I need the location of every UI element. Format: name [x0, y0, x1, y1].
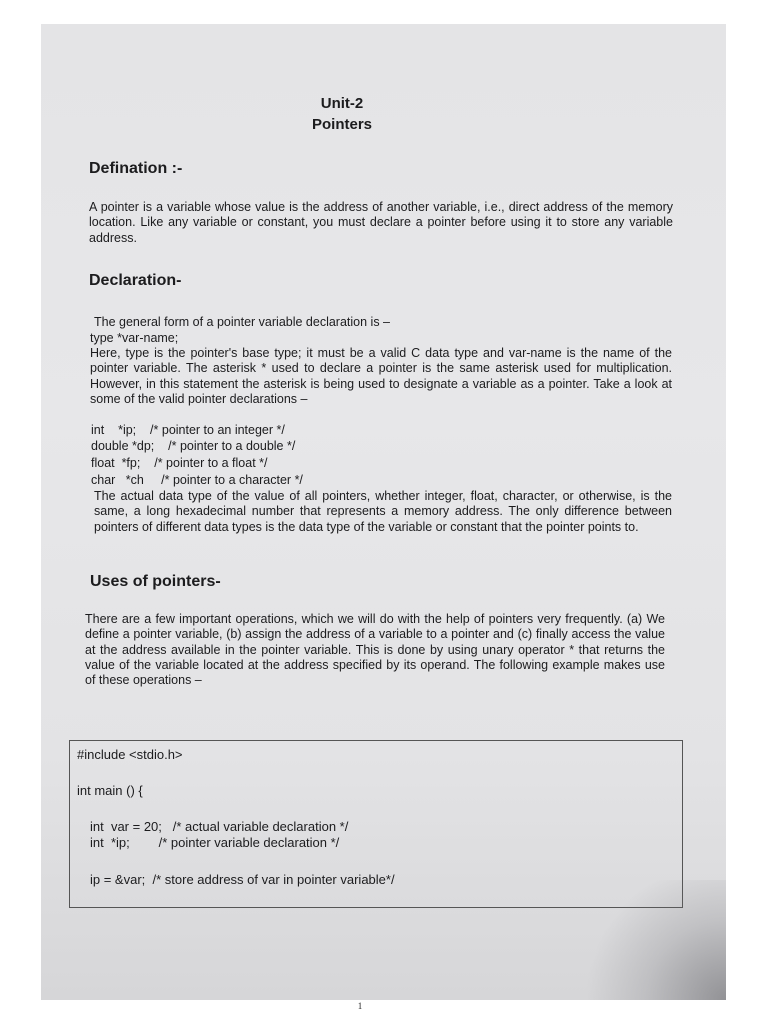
example-double: double *dp; /* pointer to a double */ [91, 439, 296, 453]
declaration-syntax: type *var-name; [90, 331, 179, 345]
declaration-intro: The general form of a pointer variable declaration is – [94, 315, 390, 329]
definition-text: A pointer is a variable whose value is the address of another variable, i.e., direct address of the memory location. Like any variable or constant, you must declare a pointer before using it to store any variable address. [89, 200, 673, 245]
page-title: Pointers [311, 116, 372, 133]
uses-heading: Uses of pointers- [90, 573, 221, 590]
example-float: float *fp; /* pointer to a float */ [91, 456, 268, 470]
document-photo [41, 24, 726, 1000]
example-int: int *ip; /* pointer to an integer */ [91, 423, 285, 437]
code-pointer-declaration: int *ip; /* pointer variable declaration */ [90, 835, 340, 850]
code-assignment: ip = &var; /* store address of var in pointer variable*/ [90, 872, 395, 887]
unit-label: Unit-2 [320, 95, 364, 112]
code-include: #include <stdio.h> [77, 747, 183, 762]
page-number: 1 [357, 1001, 363, 1011]
code-example-box [69, 740, 683, 908]
uses-text: There are a few important operations, which we will do with the help of pointers very frequently. (a) We define a pointer variable, (b) assign the address of a variable to a pointer and (c) finally access the value at the address available in the pointer variable. This is done by using unary operator * that returns the value of the variable located at the address specified by its operand. The following example makes use of these operations – [85, 612, 665, 688]
code-main: int main () { [77, 783, 143, 798]
declaration-closing: The actual data type of the value of all pointers, whether integer, float, character, or otherwise, is the same, a long hexadecimal number that represents a memory address. The only difference between pointers of different data types is the data type of the variable or constant that the pointer points to. [94, 489, 672, 534]
document-page [41, 24, 726, 1000]
definition-heading: Defination :- [89, 160, 183, 177]
declaration-heading: Declaration- [89, 272, 182, 289]
example-char: char *ch /* pointer to a character */ [91, 473, 303, 487]
declaration-explanation: Here, type is the pointer's base type; it must be a valid C data type and var-name is the name of the pointer variable. The asterisk * used to declare a pointer is the same asterisk used for multiplication. However, in this statement the asterisk is being used to designate a variable as a pointer. Take a look at some of the valid pointer declarations – [90, 346, 672, 406]
code-var-declaration: int var = 20; /* actual variable declaration */ [90, 819, 349, 834]
